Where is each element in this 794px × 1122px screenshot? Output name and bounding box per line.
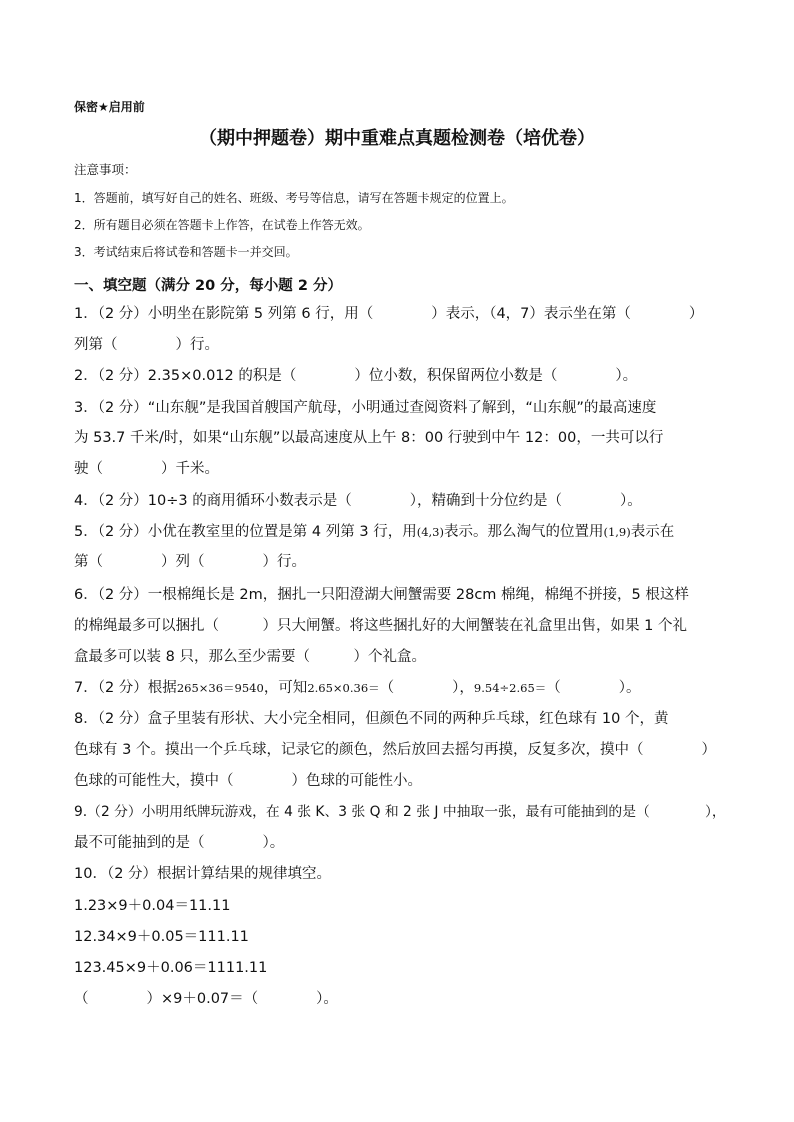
question-6-line-1: 6．（2 分）一根棉绳长是 2m，捆扎一只阳澄湖大闸蟹需要 28cm 棉绳，棉绳不拼接，5 根这样: [74, 587, 689, 603]
question-10-line-1: 10．（2 分）根据计算结果的规律填空。: [74, 866, 332, 882]
exam-title: （期中押题卷）期中重难点真题检测卷（培优卷）: [199, 128, 595, 149]
note-item: 3．考试结束后将试卷和答题卡一并交回。: [74, 245, 298, 259]
note-item: 1．答题前，填写好自己的姓名、班级、考号等信息，请写在答题卡规定的位置上。: [74, 191, 514, 205]
question-4-line-1: 4．（2 分）10÷3 的商用循环小数表示是（ ），精确到十分位约是（ ）。: [74, 493, 642, 509]
pattern-line: 12.34×9＋0.05＝111.11: [74, 929, 249, 945]
question-5-line-2: 第（ ）列（ ）行。: [74, 554, 306, 570]
question-7-text-b: ，可知: [263, 680, 308, 696]
question-1-line-1: 1．（2 分）小明坐在影院第 5 列第 6 行，用（ ）表示，（4，7）表示坐在第（ ）: [74, 306, 704, 322]
question-5-line-1: [74, 522, 674, 542]
question-7-text-a: 7．（2 分）根据: [74, 680, 177, 696]
question-6-line-2: 的棉绳最多可以捆扎（ ）只大闸蟹。将这些捆扎好的大闸蟹装在礼盒里出售，如果 1 个礼: [74, 618, 687, 634]
math-expression: (1,9): [603, 525, 631, 539]
question-6-line-3: 盒最多可以装 8 只，那么至少需要（ ）个礼盒。: [74, 649, 426, 665]
notes-heading: 注意事项：: [74, 162, 137, 177]
question-5-text-b: 表示。那么淘气的位置用: [443, 524, 604, 540]
pattern-line: 1.23×9＋0.04＝11.11: [74, 898, 231, 914]
section-title: 一、填空题（满分 20 分，每小题 2 分）: [74, 278, 342, 294]
pattern-answer-line: （ ）×9＋0.07＝（ ）。: [74, 991, 338, 1007]
question-3-line-2: 为 53.7 千米/时，如果“山东舰”以最高速度从上午 8：00 行驶到中午 12：00，一共可以行: [74, 430, 664, 446]
question-9-line-1: 9.（2 分）小明用纸牌玩游戏，在 4 张 K、3 张 Q 和 2 张 J 中抽取一张，最有可能抽到的是（ ），: [74, 804, 726, 820]
question-8-line-2: 色球有 3 个。摸出一个乒乓球，记录它的颜色，然后放回去摇匀再摸，反复多次，摸中（ ）: [74, 742, 716, 758]
question-8-line-1: 8．（2 分）盒子里装有形状、大小完全相同，但颜色不同的两种乒乓球，红色球有 10 个，黄: [74, 711, 669, 727]
pattern-line: 123.45×9＋0.06＝1111.11: [74, 960, 268, 976]
confidential-label: 保密★启用前: [74, 100, 145, 114]
question-5-text-c: 表示在: [630, 524, 675, 540]
math-expression: 9.54÷2.65＝: [473, 681, 547, 695]
math-expression: 265×36＝9540: [176, 681, 264, 695]
question-9-line-2: 最不可能抽到的是（ ）。: [74, 835, 285, 851]
question-5-text-a: 5．（2 分）小优在教室里的位置是第 4 列第 3 行，用: [74, 524, 417, 540]
note-item: 2．所有题目必须在答题卡上作答，在试卷上作答无效。: [74, 218, 370, 232]
question-7-text-d: （ ）。: [546, 680, 641, 696]
question-2-line-1: 2．（2 分）2.35×0.012 的积是（ ）位小数，积保留两位小数是（ ）。: [74, 368, 638, 384]
math-expression: 2.65×0.36＝: [307, 681, 380, 695]
question-3-line-3: 驶（ ）千米。: [74, 461, 219, 477]
question-7-text-c: （ ），: [379, 680, 474, 696]
math-expression: (4,3): [416, 525, 444, 539]
question-3-line-1: 3．（2 分）“山东舰”是我国首艘国产航母，小明通过查阅资料了解到，“山东舰”的最高速度: [74, 400, 657, 416]
question-8-line-3: 色球的可能性大，摸中（ ）色球的可能性小。: [74, 773, 422, 789]
question-7-line-1: [74, 678, 641, 698]
question-1-line-2: 列第（ ）行。: [74, 337, 219, 353]
